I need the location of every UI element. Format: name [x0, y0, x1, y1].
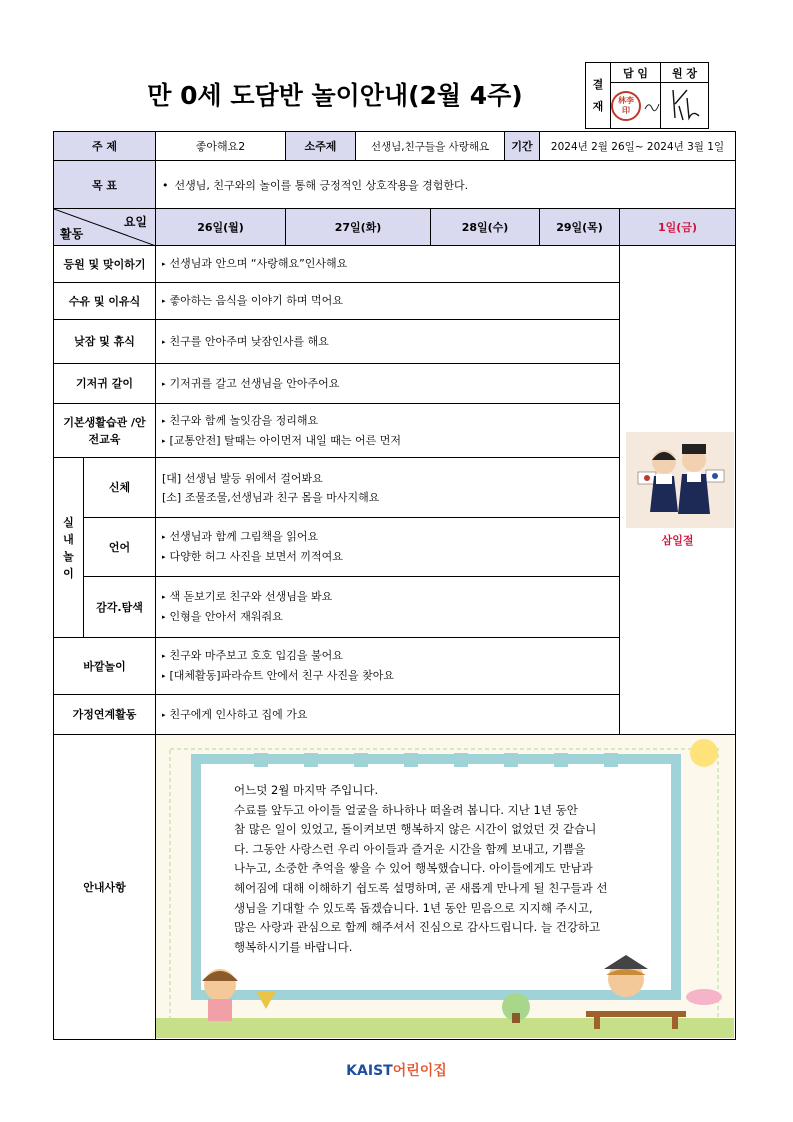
day-mon: 26일(월) — [156, 209, 286, 246]
indoor-play-label: 실내놀이 — [54, 458, 84, 638]
day-thu: 29일(목) — [540, 209, 620, 246]
goal-text: • 선생님, 친구와의 놀이를 통해 긍정적인 상호작용을 경험한다. — [156, 161, 736, 209]
director-signature-icon — [665, 84, 705, 124]
seal-stamp-icon: 林李 印 — [611, 91, 641, 121]
physical-content: [대] 선생님 발등 위에서 걸어봐요 [소] 조물조물,선생님과 친구 몸을 마사지해요 — [156, 458, 620, 518]
day-wed: 28일(수) — [431, 209, 540, 246]
holiday-name: 삼일절 — [661, 534, 694, 547]
sensory-label: 감각.탐색 — [84, 577, 156, 638]
signature-icon — [644, 99, 660, 113]
notice-text: 어느덧 2월 마지막 주입니다. 수료를 앞두고 아이들 얼굴을 하나하나 떠올려 봅니다. 지난 1년 동안 참 많은 일이 있었고, 돌이켜보면 행복하지 않은 시간이 없었던 것 같습니 다. 그동안 사랑스런 우리 아이들과 즐거운 시간을 함께 보내고, 기쁨을 나누고, 소중한 추억을 쌓을 수 있어 행복했습니다. 아이들에게도 만남과 헤어짐에 대해 이해하기 쉽도록 설명하며, 곧 새롭게 만나게 될 친구들과 선 생님을 기대할 수 있도록 돕겠습니다. 1년 동안 믿음으로 지지해 주시고, 많은 사랑과 관심으로 함께 해주셔서 진심으로 감사드립니다. 늘 건강하고 행복하시기를 바랍니다. — [234, 783, 608, 954]
notice-content — [156, 735, 736, 1040]
approval-box — [585, 62, 709, 129]
goal-label: 목 표 — [54, 161, 156, 209]
family-label: 가정연계활동 — [54, 695, 156, 735]
habits-content: ▸ 친구와 함께 놀잇감을 정리해요 ▸ [교통안전] 탈때는 아이먼저 내일 때는 어른 먼저 — [156, 404, 620, 458]
theme-label: 주 제 — [54, 132, 156, 161]
notice-label: 안내사항 — [54, 735, 156, 1040]
outdoor-label: 바깥놀이 — [54, 638, 156, 695]
diaper-content: ▸ 기저귀를 갈고 선생님을 안아주어요 — [156, 364, 620, 404]
period-label: 기간 — [505, 132, 540, 161]
subtheme-label: 소주제 — [286, 132, 356, 161]
day-fri: 1일(금) — [620, 209, 736, 246]
approval-label: 결 재 — [586, 63, 611, 129]
sensory-content: ▸ 색 돋보기로 친구와 선생님을 봐요 ▸ 인형을 안아서 재워줘요 — [156, 577, 620, 638]
plan-table — [53, 131, 736, 1040]
meal-content: ▸ 좋아하는 음식을 이야기 하며 먹어요 — [156, 283, 620, 320]
holiday-illustration-icon — [626, 432, 734, 528]
footer-brand: KAIST — [346, 1063, 393, 1079]
day-header-label: 요일 — [123, 215, 147, 229]
day-tue: 27일(화) — [286, 209, 431, 246]
activity-header-label: 활동 — [60, 227, 84, 241]
page-title: 만 0세 도담반 놀이안내(2월 4주) — [147, 81, 523, 110]
arrival-label: 등원 및 맞이하기 — [54, 246, 156, 283]
footer-name: 어린이집 — [392, 1063, 447, 1079]
physical-label: 신체 — [84, 458, 156, 518]
language-content: ▸ 선생님과 함께 그림책을 읽어요 ▸ 다양한 허그 사진을 보면서 끼적여요 — [156, 518, 620, 577]
arrival-content: ▸ 선생님과 안으며 “사랑해요”인사해요 — [156, 246, 620, 283]
subtheme-value: 선생님,친구들을 사랑해요 — [356, 132, 505, 161]
nap-content: ▸ 친구를 안아주며 낮잠인사를 해요 — [156, 320, 620, 364]
approval-teacher-label: 담 임 — [611, 63, 661, 83]
outdoor-content: ▸ 친구와 마주보고 호호 입김을 불어요 ▸ [대체활동]파라슈트 안에서 친구 사진을 찾아요 — [156, 638, 620, 695]
language-label: 언어 — [84, 518, 156, 577]
meal-label: 수유 및 이유식 — [54, 283, 156, 320]
footer-logo — [0, 1060, 793, 1080]
diaper-label: 기저귀 갈이 — [54, 364, 156, 404]
director-signature-cell — [661, 83, 709, 129]
day-activity-header — [54, 209, 156, 246]
habits-label: 기본생활습관 /안전교육 — [54, 404, 156, 458]
holiday-cell — [620, 246, 736, 735]
theme-value: 좋아해요2 — [156, 132, 286, 161]
nap-label: 낮잠 및 휴식 — [54, 320, 156, 364]
approval-director-label: 원 장 — [661, 63, 709, 83]
period-value: 2024년 2월 26일~ 2024년 3월 1일 — [540, 132, 736, 161]
family-content: ▸ 친구에게 인사하고 집에 가요 — [156, 695, 620, 735]
teacher-signature-cell — [611, 83, 661, 129]
